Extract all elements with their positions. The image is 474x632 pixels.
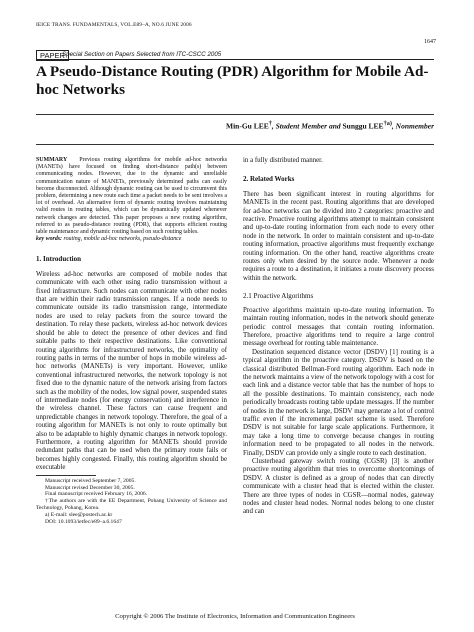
running-head: IEICE TRANS. FUNDAMENTALS, VOL.E89–A, NO.6 JUNE 2006 [36,22,192,28]
section-1-heading: 1. Introduction [36,255,81,264]
author-2-mark: †a) [383,120,392,127]
fn-final: Final manuscript received February 16, 2006. [45,491,148,498]
fn-received: Manuscript received September 7, 2005. [45,477,136,484]
related-works-paragraph: There has been significant interest in routing algorithms for MANETs in the recent past. Routing algorithms that are developed for ad-hoc networks can be divided into 2 categories: proactive and reactive. Proactive routing algorithms attempt to maintain consistent and up-to-date routing information from each node to every other node in the network. In order to maintain consistent and up-to-date routing information, proactive algorithms must frequently exchange routing information. On the other hand, reactive algorithms create routes only when desired by the source node. Whenever a node requires a route to a destination, it initiates a route discovery process within the network. [243,190,434,282]
fn-doi: DOI: 10.1093/ietfec/e89–a.6.1647 [45,519,122,526]
paper-label: PAPER [36,50,69,61]
special-section: Special Section on Papers Selected from ITC-CSCC 2005 [62,51,222,58]
footnotes [36,478,227,526]
dsdv-paragraph: Destination sequenced distance vector (DSDV) [1] routing is a typical algorithm in the proactive category. DSDV is based on the classical distributed Bellman-Ford routing algorithm. Each node in the network maintains a view of the network topology with a cost for each link and a distance vector table that has the number of hops to all the possible destinations. To maintain consistency, each node periodically broadcasts routing table update messages. If the number of nodes in the network is large, DSDV may generate a lot of control traffic even if the incremental packet scheme is used. Therefore DSDV is not suitable for large scale applications. Furthermore, it may take a long time to converge because changes in routing information need to be propagated to all nodes in the network. Finally, DSDV can provide only a single route to each destination. [243,348,434,457]
keywords [36,236,227,243]
header-rule [36,59,434,60]
author-2: Sunggu LEE [342,121,384,131]
left-column [36,157,227,526]
footnote-rule [36,475,96,476]
keywords-text: routing, mobile ad-hoc networks, pseudo-distance [63,236,182,243]
copyright: Copyright © 2006 The Institute of Electronics, Information and Communication Engineers [115,613,355,620]
cgsr-paragraph: Clusterhead gateway switch routing (CGSR) [3] is another proactive routing algorithm that tries to overcome shortcomings of DSDV. A cluster is defined as a group of nodes that can directly communicate with a cluster head that is elected within the cluster. There are three types of nodes in CGSR—normal nodes, gateway nodes and cluster head nodes. Normal nodes belong to one cluster and can [243,458,434,516]
authors-and: and [327,121,343,131]
subsection-2-1-heading: 2.1 Proactive Algorithms [243,292,314,301]
summary [36,157,227,236]
author-2-role: , Nonmember [391,121,434,131]
fn-revised: Manuscript revised December 30, 2005. [45,484,135,491]
summary-label: SUMMARY [36,157,68,163]
section-2-heading: 2. Related Works [243,175,295,184]
author-rule [36,144,434,145]
paper-title: A Pseudo-Distance Routing (PDR) Algorithm for Mobile Ad-hoc Networks [36,63,429,98]
intro-paragraph: Wireless ad-hoc networks are composed of mobile nodes that communicate with each other using radio transmission without a fixed infrastructure. Such nodes can communicate with other nodes that are within their radio transmission ranges. If a node needs to communicate outside its radio transmission range, intermediate nodes are used to relay packets from the source toward the destination. To relay these packets, wireless ad-hoc network devices should be able to detect the presence of other devices and find suitable paths to their respective destinations. Like conventional routing algorithms for infrastructured networks, the optimality of routing paths in terms of the number of hops in mobile wireless ad-hoc networks (MANETs) is very important. However, unlike conventional infrastructured networks, the network topology is not fixed due to the dynamic nature of the network arising from factors such as the mobility of the nodes, low signal power, suspended states of intermediate nodes (for energy conservation) and interference in the wireless channel. These factors can cause frequent and unpredictable changes in network topology. Therefore, the goal of a routing algorithm for MANETs is not only to route optimally but also to be adaptable to highly dynamic changes in network topology. Furthermore, a routing algorithm for MANETs should provide redundant paths that can be used when the primary route fails or becomes highly congested. Finally, this routing algorithm should be executable [36,270,227,472]
fn-affil: †The authors are with the EE Department, Pohang University of Science and Technology, Pohang, Korea. [36,498,227,512]
fn-email: a) E-mail: slee@postech.ac.kr [45,512,113,519]
right-column [243,157,434,517]
proactive-paragraph: Proactive algorithms maintain up-to-date routing information. To maintain routing information, nodes in the network should generate periodic control messages that contain routing information. Therefore, proactive algorithms tend to require a large control message overhead for routing table maintenance. [243,306,434,348]
page-number: 1647 [424,39,436,45]
summary-text: Previous routing algorithms for mobile ad-hoc networks (MANETs) have focused on finding short-distance path(s) between communicating nodes. However, due to the dynamic and unreliable communication nature of MANETs, previously determined paths can easily become disconnected. Although dynamic routing can be used to circumvent this problem, determining a new route each time a packet needs to be sent involves a lot of overhead. An alternative form of dynamic routing involves maintaining valid routes in routing tables, which can be dynamically updated whenever network changes are detected. This paper proposes a new routing algorithm, referred to as pseudo-distance routing (PDR), that supports efficient routing table maintenance and dynamic routing based on such routing tables. [36,157,227,236]
authors [36,120,434,131]
keywords-label: key words: [36,236,63,243]
author-1-role: , Student Member [271,121,328,131]
author-1-mark: † [268,120,272,127]
continued-text: in a fully distributed manner. [243,157,323,164]
author-1: Min-Gu LEE [226,121,269,131]
title-rule [36,114,434,115]
